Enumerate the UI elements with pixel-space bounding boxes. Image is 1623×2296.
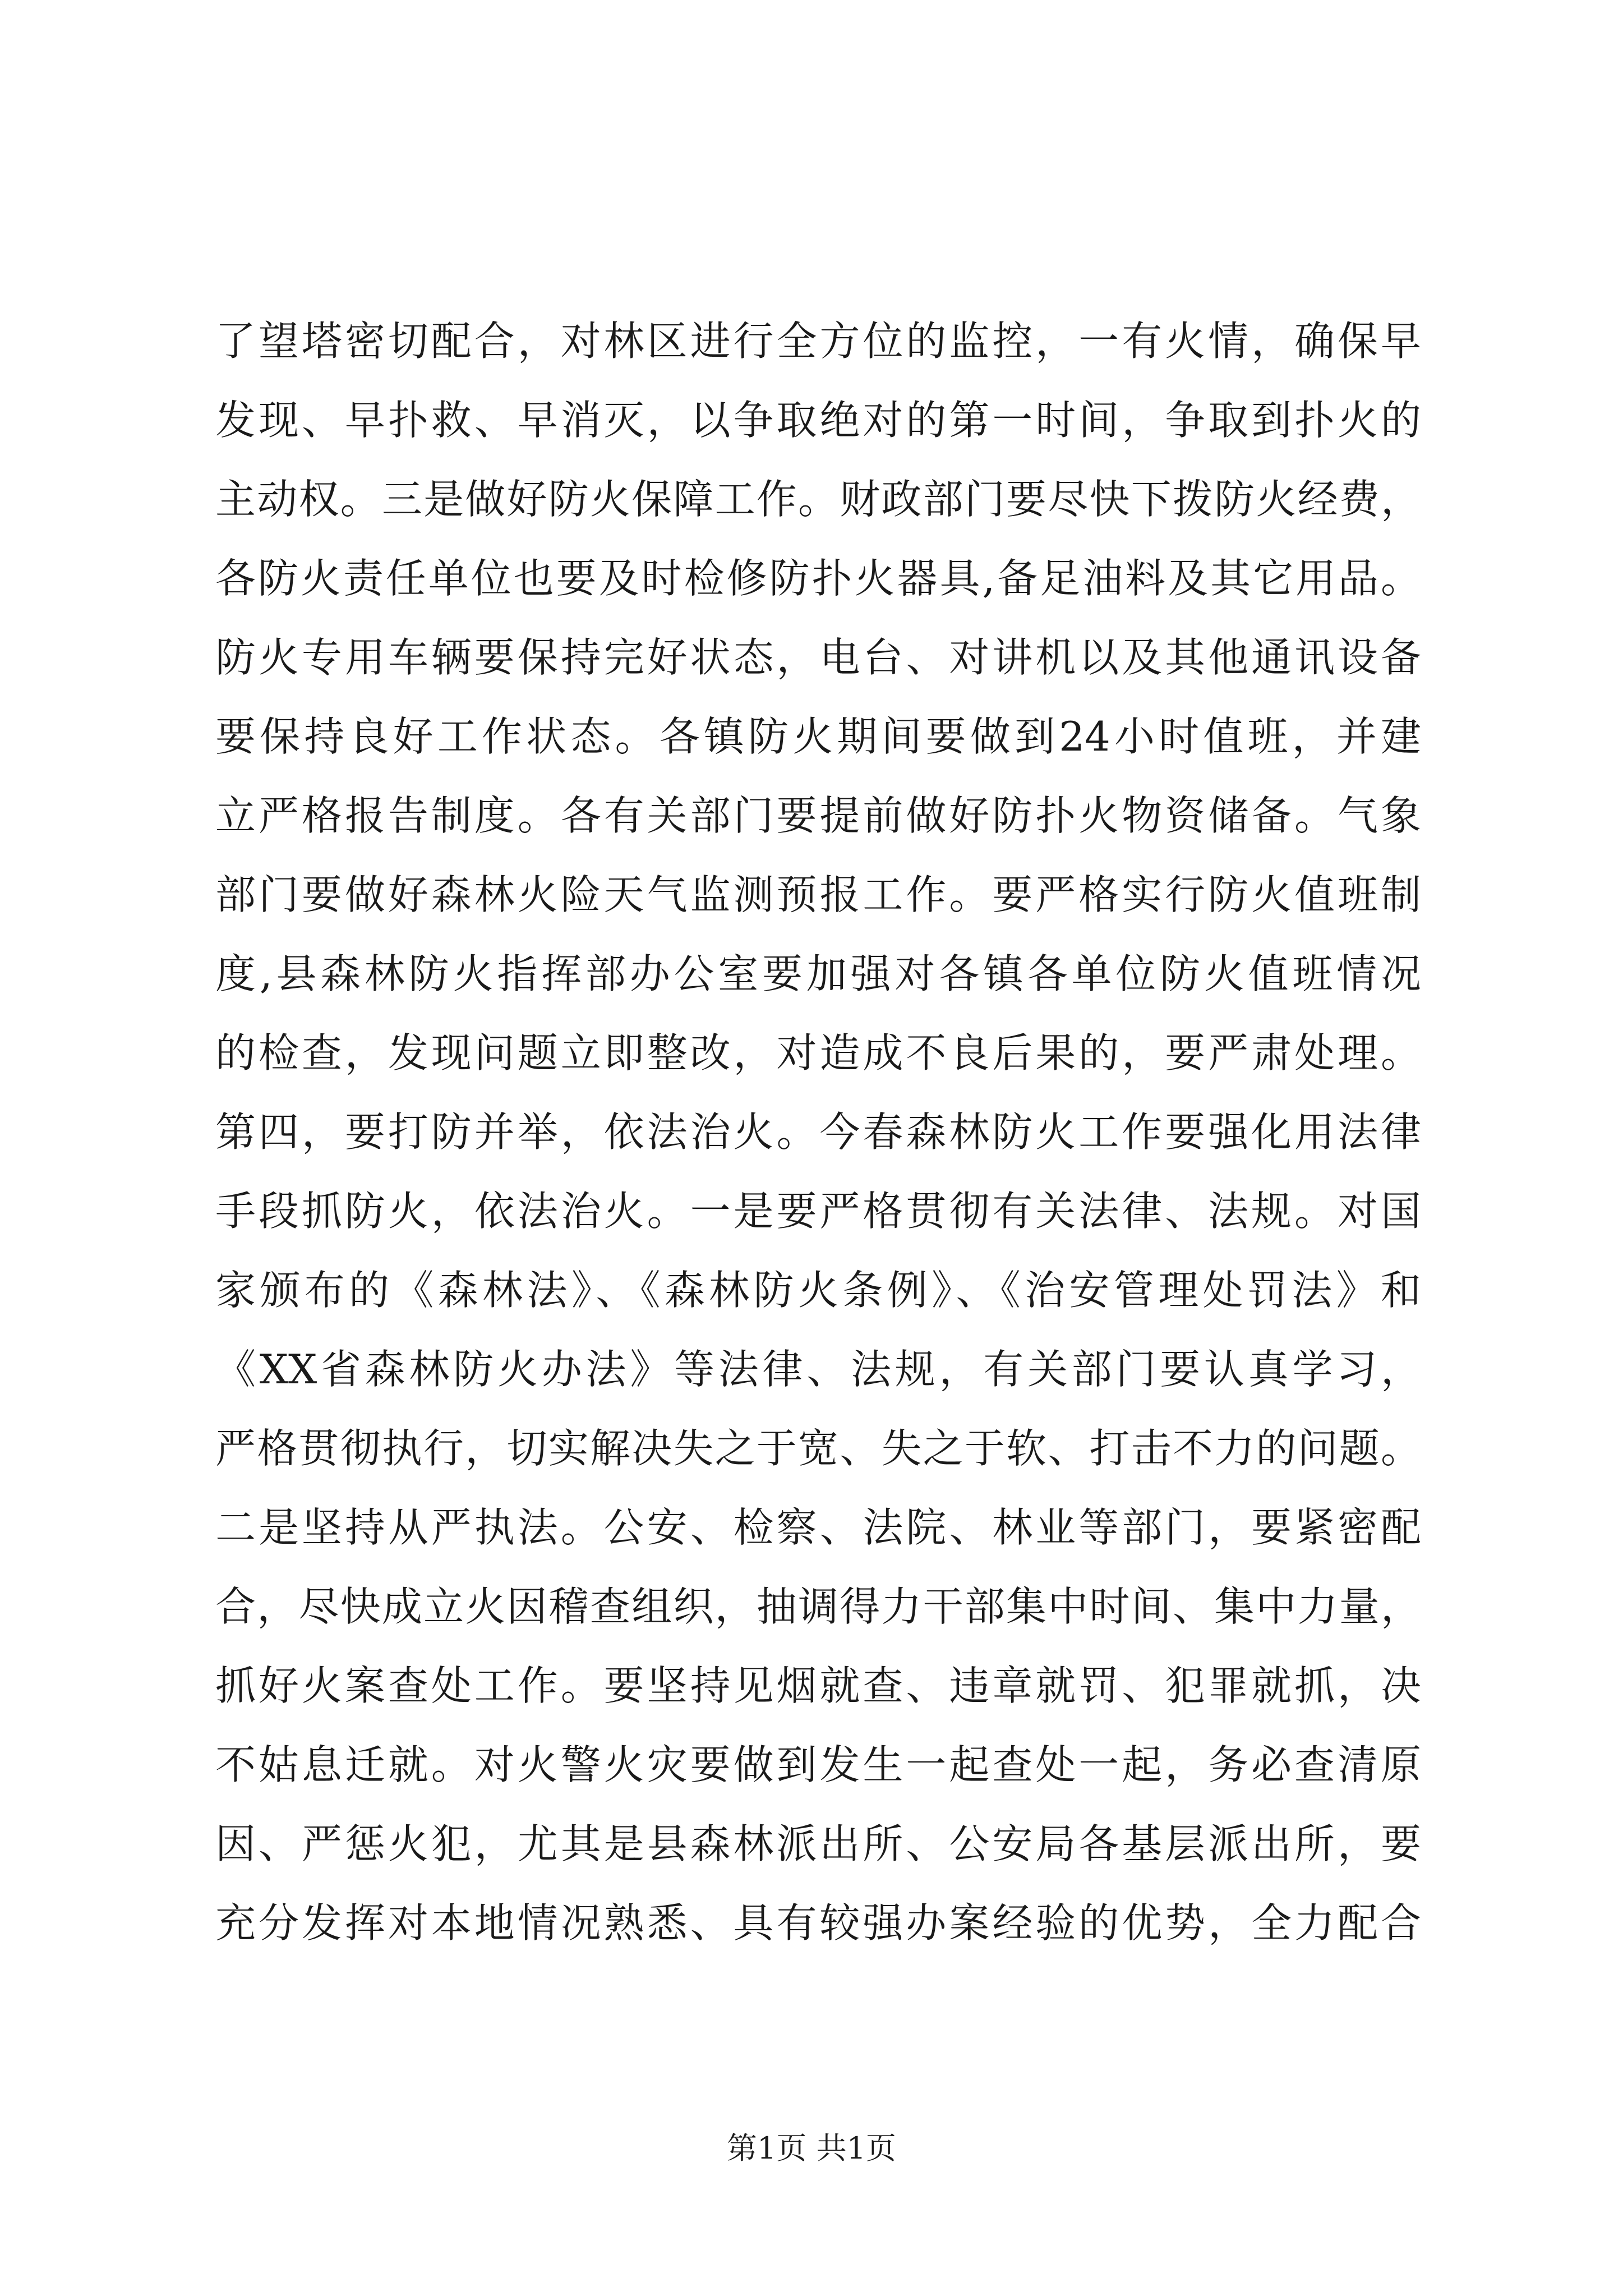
body-text (215, 302, 1421, 1963)
text-line: 《XX省森林防火办法》等法律、法规，有关部门要认真学习， (215, 1346, 1421, 1393)
text-line: 了望塔密切配合，对林区进行全方位的监控，一有火情，确保早 (215, 318, 1421, 365)
text-line: 发现、早扑救、早消灭，以争取绝对的第一时间，争取到扑火的 (215, 397, 1421, 444)
text-line: 防火专用车辆要保持完好状态，电台、对讲机以及其他通讯设备 (215, 634, 1421, 681)
text-line: 要保持良好工作状态。各镇防火期间要做到24小时值班，并建 (215, 713, 1421, 760)
text-line: 合，尽快成立火因稽查组织，抽调得力干部集中时间、集中力量， (215, 1583, 1421, 1630)
text-line: 手段抓防火，依法治火。一是要严格贯彻有关法律、法规。对国 (215, 1188, 1421, 1235)
page-footer: 第1页 共1页 (727, 2131, 896, 2166)
text-line: 度,县森林防火指挥部办公室要加强对各镇各单位防火值班情况 (215, 950, 1421, 997)
text-line: 部门要做好森林火险天气监测预报工作。要严格实行防火值班制 (215, 871, 1421, 918)
text-line: 严格贯彻执行，切实解决失之于宽、失之于软、打击不力的问题。 (215, 1425, 1421, 1472)
text-line: 家颁布的《森林法》、《森林防火条例》、《治安管理处罚法》和 (215, 1267, 1421, 1314)
text-line: 主动权。三是做好防火保障工作。财政部门要尽快下拨防火经费， (215, 476, 1421, 523)
text-line: 因、严惩火犯，尤其是县森林派出所、公安局各基层派出所，要 (215, 1820, 1421, 1867)
text-line: 不姑息迁就。对火警火灾要做到发生一起查处一起，务必查清原 (215, 1741, 1421, 1788)
text-line: 立严格报告制度。各有关部门要提前做好防扑火物资储备。气象 (215, 792, 1421, 839)
text-line: 各防火责任单位也要及时检修防扑火器具,备足油料及其它用品。 (215, 555, 1421, 602)
text-line: 二是坚持从严执法。公安、检察、法院、林业等部门，要紧密配 (215, 1504, 1421, 1551)
text-line: 充分发挥对本地情况熟悉、具有较强办案经验的优势，全力配合 (215, 1899, 1421, 1947)
text-line: 的检查，发现问题立即整改，对造成不良后果的，要严肃处理。 (215, 1029, 1421, 1076)
text-line: 抓好火案查处工作。要坚持见烟就查、违章就罚、犯罪就抓，决 (215, 1662, 1421, 1709)
text-line: 第四，要打防并举，依法治火。今春森林防火工作要强化用法律 (215, 1108, 1421, 1156)
